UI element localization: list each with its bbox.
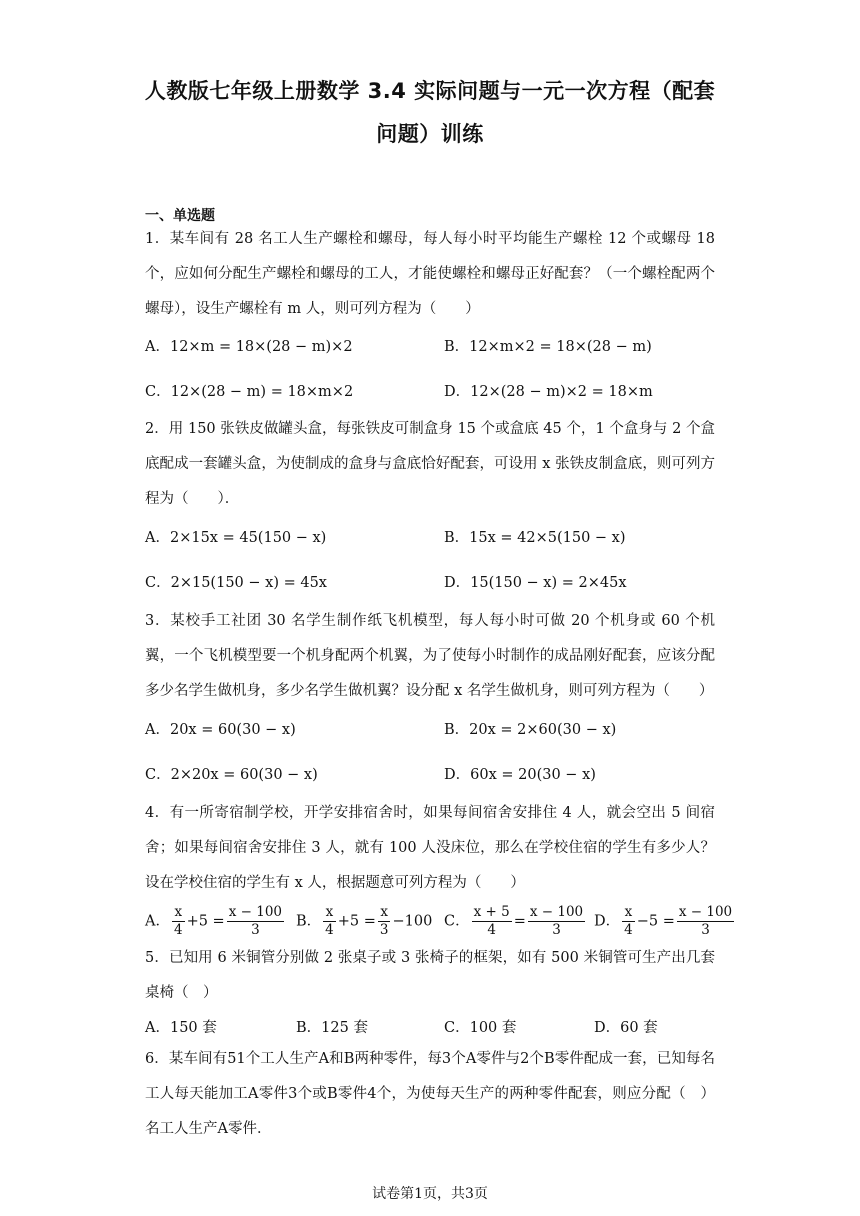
q4-option-c: C． $\frac{x + 5}{4}$ = $\frac{x - 100}{3}$ xyxy=(444,904,584,938)
question-3-text: 3．某校手工社团 30 名学生制作纸飞机模型，每人每小时可做 20 个机身或 60 个机翼，一个飞机模型要一个机身配两个机翼，为了使每小时制作的成品刚好配套，应该分配多少名学生做机身，多少名学生做机翼？设分配 x 名学生做机身，则可列方程为（ ） xyxy=(145,613,715,699)
q2-option-b: B．15x = 42×5(150 − x) xyxy=(444,530,626,546)
q3-option-a: A．20x = 60(30 − x) xyxy=(145,722,296,738)
q1-option-b: B．12×m×2 = 18×(28 − m) xyxy=(444,339,652,355)
question-5-text: 5．已知用 6 米铜管分别做 2 张桌子或 3 张椅子的框架，如有 500 米铜管可生产出几套桌椅（ ） xyxy=(145,950,715,1001)
q1-option-d: D．12×(28 − m)×2 = 18×m xyxy=(444,384,653,400)
q4-option-b: B． $\frac{x}{4}$ +5 = $\frac{x}{3}$ −100 xyxy=(296,904,433,938)
q4-option-a: A． $\frac{x}{4}$ +5 = $\frac{x - 100}{3}$ xyxy=(145,904,282,938)
q3-option-c: C．2×20x = 60(30 − x) xyxy=(145,767,318,783)
question-4-text: 4．有一所寄宿制学校，开学安排宿舍时，如果每间宿舍安排住 4 人，就会空出 5 间宿舍；如果每间宿舍安排住 3 人，就有 100 人没床位，那么在学校住宿的学生有多少人？设在学校住宿的学生有 x 人，根据题意可列方程为（ ） xyxy=(145,805,715,891)
question-1-text: 1．某车间有 28 名工人生产螺栓和螺母，每人每小时平均能生产螺栓 12 个或螺母 18 个，应如何分配生产螺栓和螺母的工人，才能使螺栓和螺母正好配套？（一个螺栓配两个螺母），设生产螺栓有 m 人，则可列方程为（ ） xyxy=(145,231,715,317)
q2-option-d: D．15(150 − x) = 2×45x xyxy=(444,575,627,591)
page-footer: 试卷第1页，共3页 xyxy=(372,1186,488,1202)
q5-option-c: C．100 套 xyxy=(444,1020,517,1036)
question-2-text: 2．用 150 张铁皮做罐头盒，每张铁皮可制盒身 15 个或盒底 45 个，1 个盒身与 2 个盒底配成一套罐头盒，为使制成的盒身与盒底恰好配套，可设用 x 张铁皮制盒底，则可列方程为（ ）． xyxy=(145,421,715,507)
q5-option-a: A．150 套 xyxy=(145,1020,217,1036)
q2-option-a: A．2×15x = 45(150 − x) xyxy=(145,530,327,546)
q5-option-b: B．125 套 xyxy=(296,1020,368,1036)
q5-option-d: D．60 套 xyxy=(594,1020,658,1036)
q1-option-a: A．12×m = 18×(28 − m)×2 xyxy=(145,339,353,355)
q3-option-b: B．20x = 2×60(30 − x) xyxy=(444,722,617,738)
q1-option-c: C．12×(28 − m) = 18×m×2 xyxy=(145,384,354,400)
q3-option-d: D．60x = 20(30 − x) xyxy=(444,767,596,783)
question-6-text: 6．某车间有51个工人生产A和B两种零件，每3个A零件与2个B零件配成一套，已知每名工人每天能加工A零件3个或B零件4个，为使每天生产的两种零件配套，则应分配（ ）名工人生产A零件． xyxy=(145,1051,715,1137)
q4-option-d: D． $\frac{x}{4}$ −5 = $\frac{x - 100}{3}$ xyxy=(594,904,733,938)
section-heading: 一、单选题 xyxy=(145,208,215,224)
page-title-line-2: 问题）训练 xyxy=(376,122,484,146)
q2-option-c: C．2×15(150 − x) = 45x xyxy=(145,575,327,591)
page-title-line-1: 人教版七年级上册数学 3.4 实际问题与一元一次方程（配套 xyxy=(144,79,716,103)
